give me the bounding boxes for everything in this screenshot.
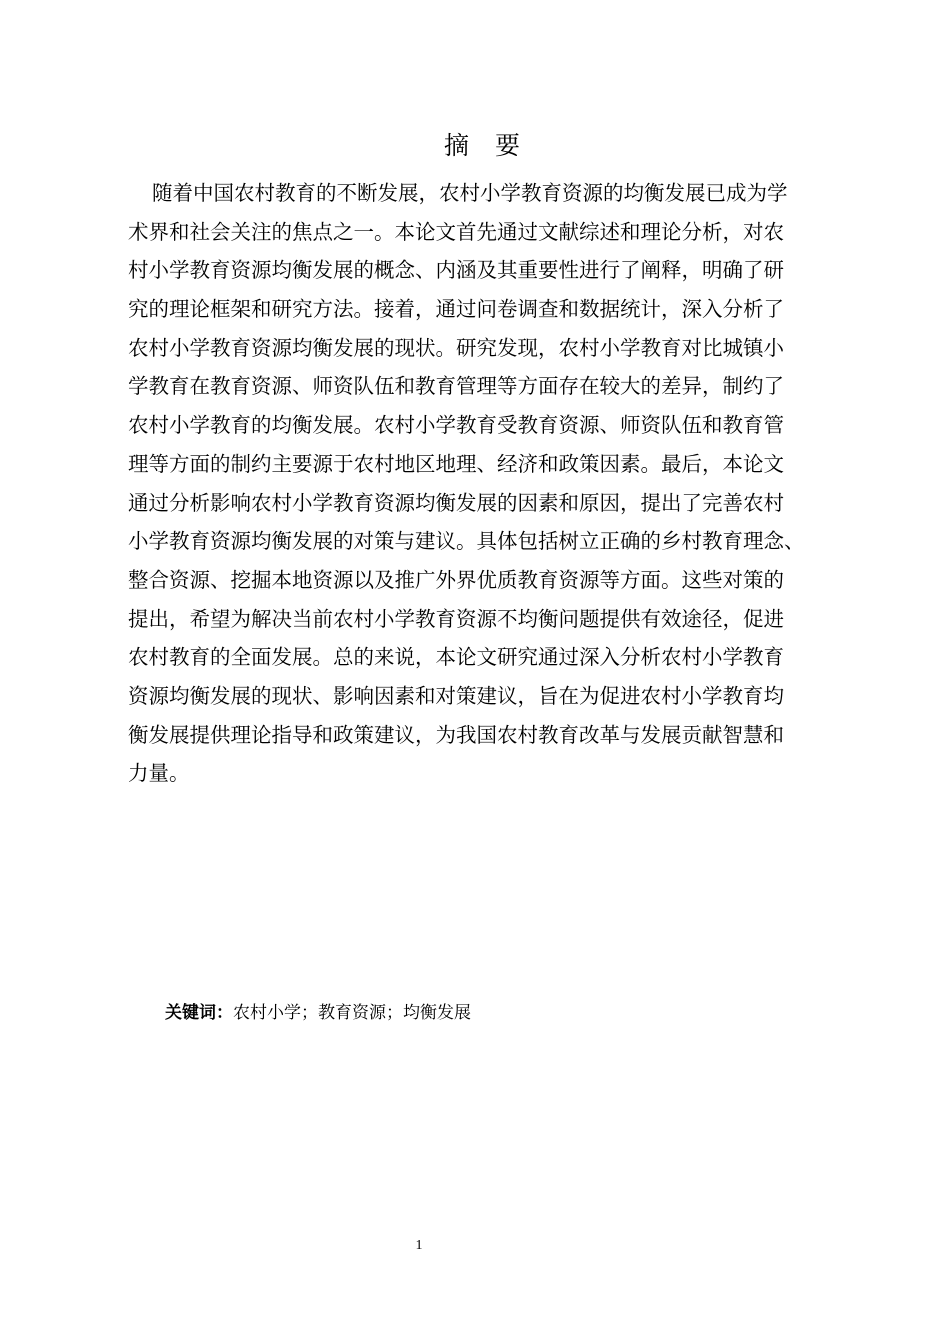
page-number: 1 [415,1238,423,1253]
abstract-line: 通过分析影响农村小学教育资源均衡发展的因素和原因，提出了完善农村 [128,490,784,515]
abstract-line: 术界和社会关注的焦点之一。本论文首先通过文献综述和理论分析，对农 [128,219,784,244]
abstract-line: 资源均衡发展的现状、影响因素和对策建议，旨在为促进农村小学教育均 [128,683,784,708]
abstract-line: 农村小学教育资源均衡发展的现状。研究发现，农村小学教育对比城镇小 [128,335,784,360]
abstract-line: 学教育在教育资源、师资队伍和教育管理等方面存在较大的差异，制约了 [128,374,784,399]
abstract-line: 村小学教育资源均衡发展的概念、内涵及其重要性进行了阐释，明确了研 [128,258,784,283]
keywords-value: 农村小学；教育资源；均衡发展 [233,1003,471,1023]
abstract-title: 摘要 [443,131,546,160]
abstract-line: 农村小学教育的均衡发展。农村小学教育受教育资源、师资队伍和教育管 [128,413,784,438]
abstract-line: 衡发展提供理论指导和政策建议，为我国农村教育改革与发展贡献智慧和 [128,722,784,747]
abstract-line: 随着中国农村教育的不断发展，农村小学教育资源的均衡发展已成为学 [152,181,788,205]
abstract-line: 力量。 [128,761,190,786]
keywords-line [165,998,471,1028]
abstract-body [128,174,848,793]
abstract-line: 理等方面的制约主要源于农村地区地理、经济和政策因素。最后，本论文 [128,451,784,476]
abstract-line: 整合资源、挖掘本地资源以及推广外界优质教育资源等方面。这些对策的 [128,567,784,592]
abstract-line: 提出，希望为解决当前农村小学教育资源不均衡问题提供有效途径，促进 [128,606,784,631]
keywords-label: 关键词： [165,1003,233,1023]
abstract-line: 小学教育资源均衡发展的对策与建议。具体包括树立正确的乡村教育理念、 [128,529,805,554]
abstract-line: 究的理论框架和研究方法。接着，通过问卷调查和数据统计，深入分析了 [128,297,784,322]
abstract-line: 农村教育的全面发展。总的来说，本论文研究通过深入分析农村小学教育 [128,645,784,670]
